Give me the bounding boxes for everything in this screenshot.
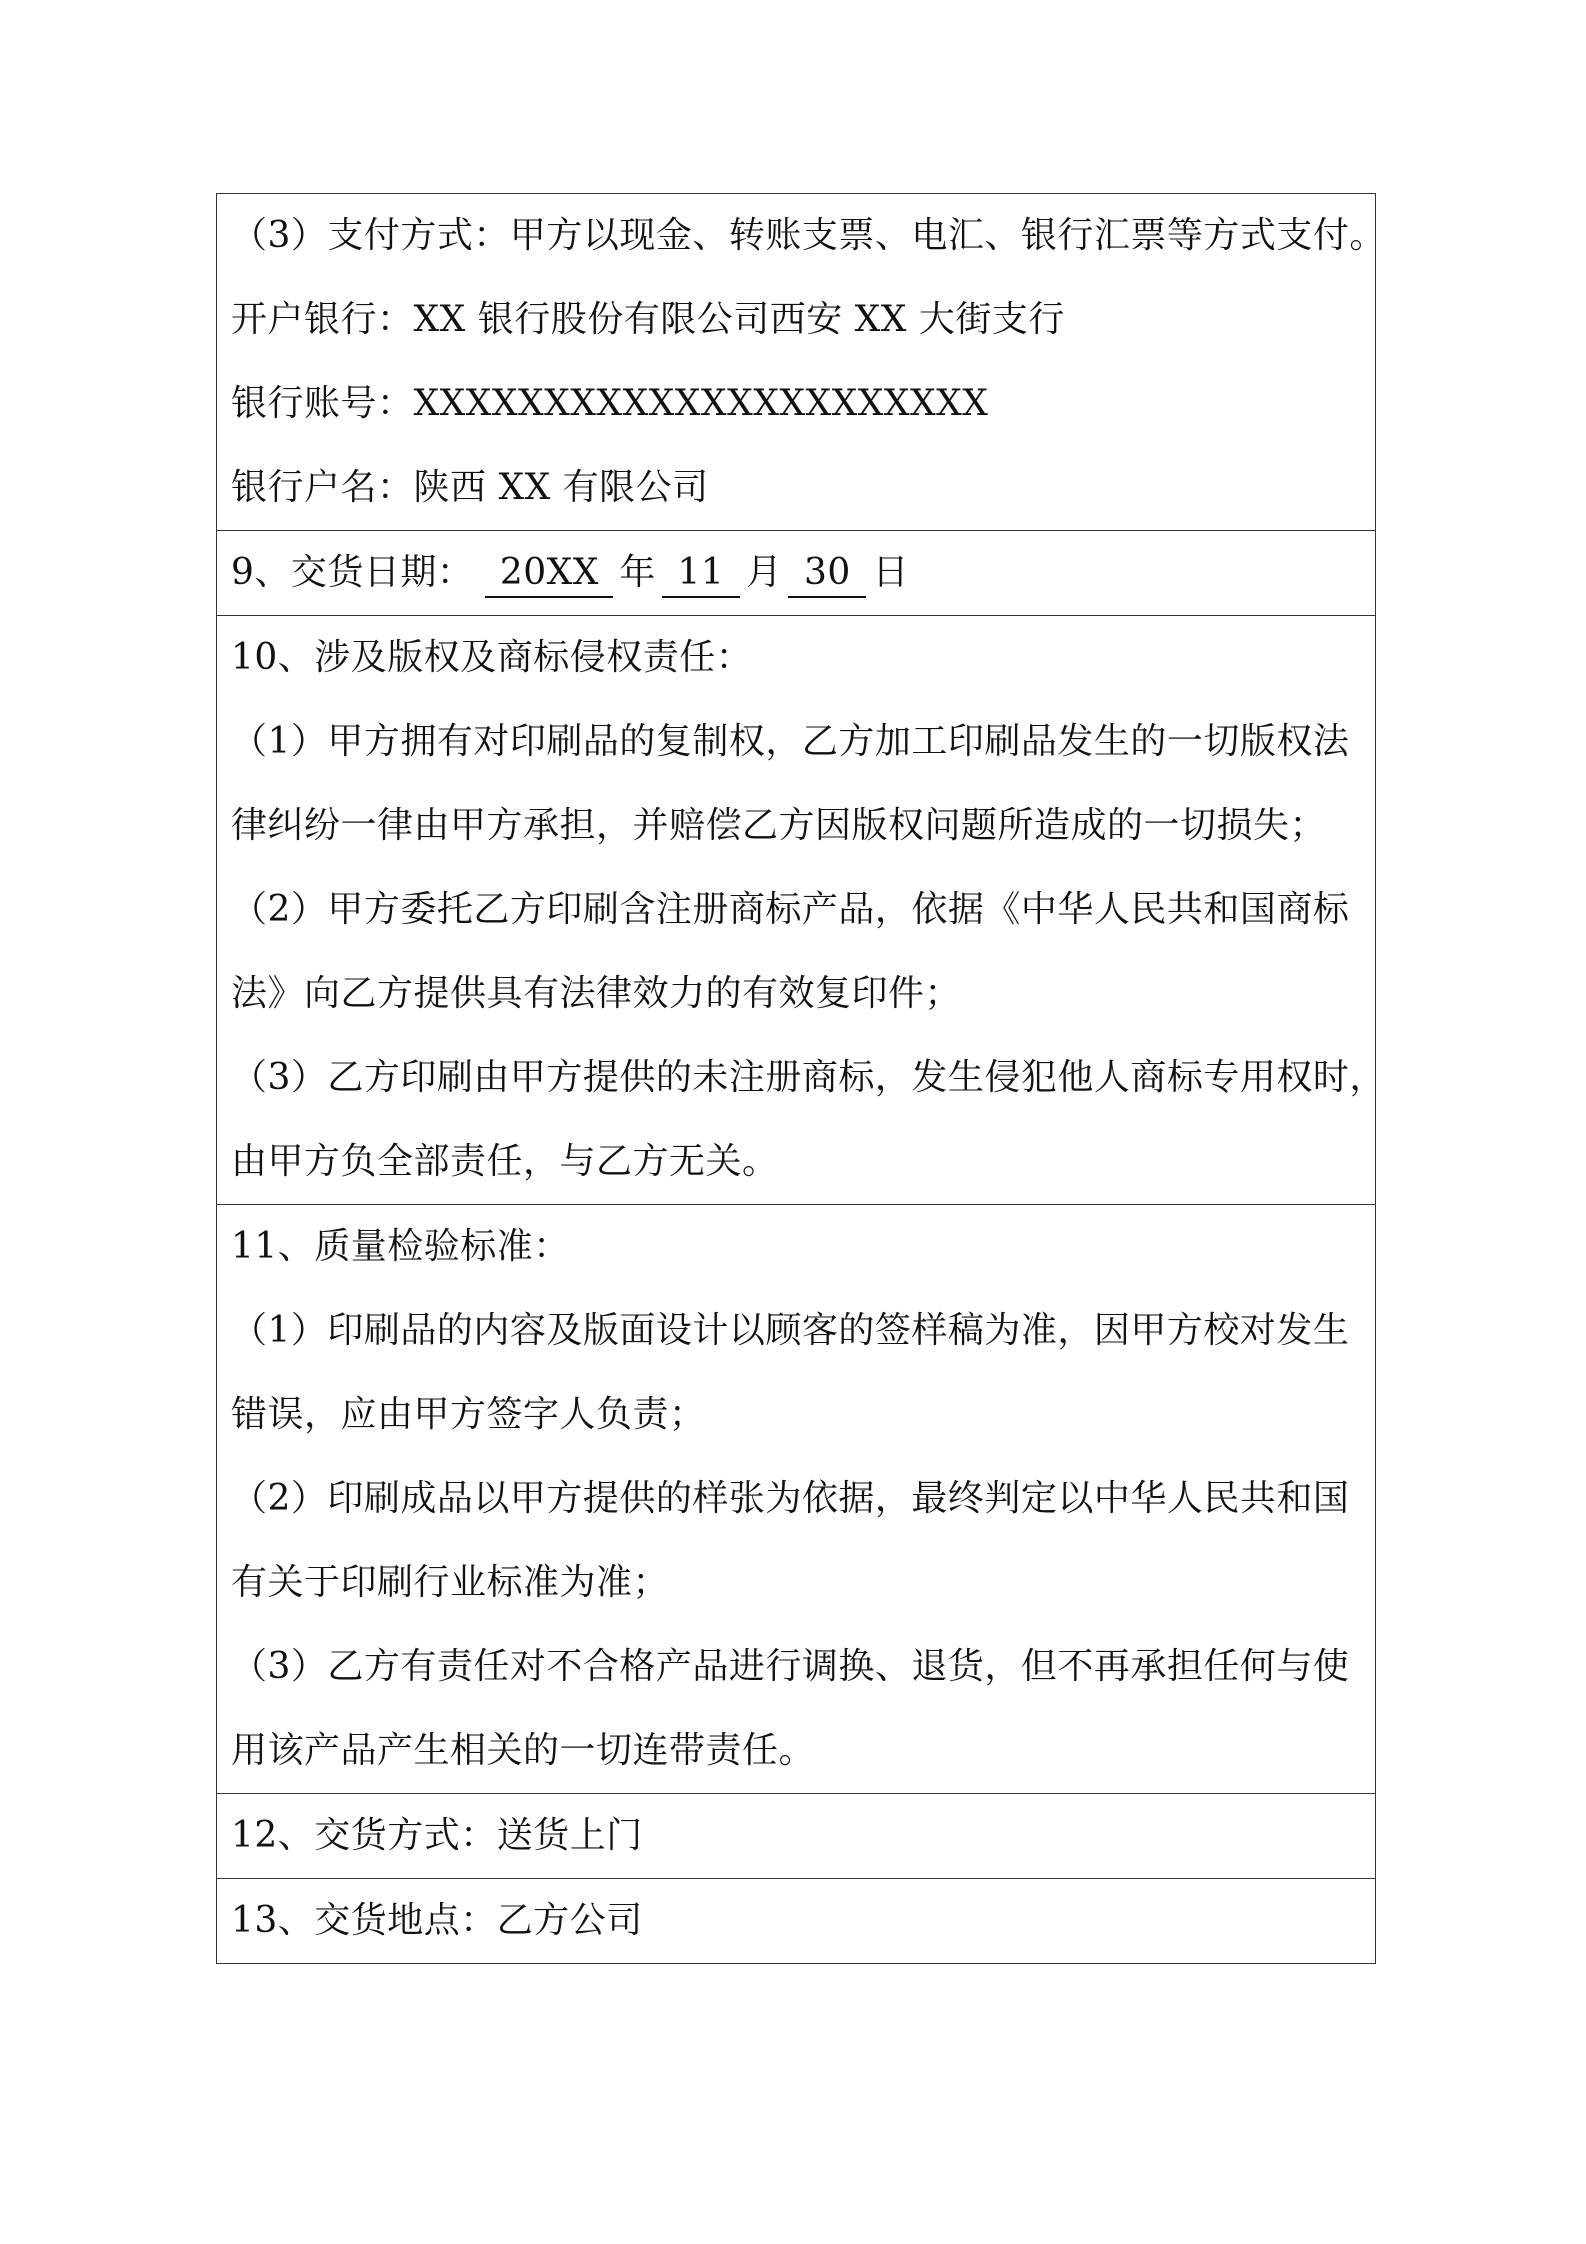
quality-line: （2）印刷成品以甲方提供的样张为依据，最终判定以中华人民共和国: [231, 1478, 1350, 1519]
copyright-line: （3）乙方印刷由甲方提供的未注册商标，发生侵犯他人商标专用权时，: [231, 1057, 1386, 1098]
payment-method-line: （3）支付方式：甲方以现金、转账支票、电汇、银行汇票等方式支付。: [231, 215, 1386, 256]
month-unit: 月: [745, 552, 783, 593]
copyright-line: （1）甲方拥有对印刷品的复制权，乙方加工印刷品发生的一切版权法: [231, 721, 1350, 762]
quality-line: （3）乙方有责任对不合格产品进行调换、退货，但不再承担任何与使: [231, 1646, 1350, 1687]
quality-line: 错误，应由甲方签字人负责；: [231, 1394, 706, 1435]
delivery-year: 20XX: [485, 550, 613, 598]
copyright-heading: 10、涉及版权及商标侵权责任：: [231, 637, 753, 678]
bank-line: [231, 278, 1361, 362]
contract-table: [216, 193, 1386, 1964]
delivery-day: 30: [788, 550, 866, 598]
copyright-line: 由甲方负全部责任，与乙方无关。: [231, 1141, 779, 1182]
bank-value: XX 银行股份有限公司西安 XX 大街支行: [413, 299, 1065, 340]
delivery-date-line: [231, 531, 1361, 615]
day-unit: 日: [872, 552, 909, 593]
copyright-line: （2）甲方委托乙方印刷含注册商标产品，依据《中华人民共和国商标: [231, 889, 1350, 930]
account-line: [231, 362, 1361, 446]
year-unit: 年: [619, 552, 656, 593]
quality-heading: 11、质量检验标准：: [231, 1226, 570, 1267]
copyright-line: 律纠纷一律由甲方承担，并赔偿乙方因版权问题所造成的一切损失；: [231, 805, 1327, 846]
delivery-method-row: [217, 1794, 1376, 1879]
payment-cell: [217, 194, 1386, 531]
delivery-location-row: [217, 1879, 1376, 1964]
quality-line: （1）印刷品的内容及版面设计以顾客的签样稿为准，因甲方校对发生: [231, 1310, 1350, 1351]
bank-label: 开户银行：: [231, 299, 414, 340]
delivery-date-label: 9、交货日期：: [231, 552, 474, 593]
delivery-date-cell: [217, 531, 1376, 616]
account-name-value: 陕西 XX 有限公司: [413, 467, 709, 508]
copyright-line: 法》向乙方提供具有法律效力的有效复印件；: [231, 973, 962, 1014]
account-label: 银行账号：: [231, 383, 414, 424]
copyright-row: [217, 616, 1376, 1205]
quality-line: 用该产品产生相关的一切连带责任。: [231, 1730, 816, 1771]
copyright-cell: [217, 616, 1386, 1205]
quality-row: [217, 1205, 1376, 1794]
account-name-line: [231, 446, 1361, 530]
delivery-date-row: [217, 531, 1376, 616]
quality-cell: [217, 1205, 1376, 1794]
delivery-location-cell: [217, 1879, 1376, 1964]
delivery-location-text: 13、交货地点：乙方公司: [231, 1900, 643, 1941]
delivery-method-text: 12、交货方式：送货上门: [231, 1815, 643, 1856]
quality-line: 有关于印刷行业标准为准；: [231, 1562, 670, 1603]
delivery-method-cell: [217, 1794, 1376, 1879]
account-name-label: 银行户名：: [231, 467, 414, 508]
account-value: XXXXXXXXXXXXXXXXXXXXXX: [413, 383, 989, 424]
payment-row: [217, 194, 1376, 531]
delivery-month: 11: [662, 550, 740, 598]
